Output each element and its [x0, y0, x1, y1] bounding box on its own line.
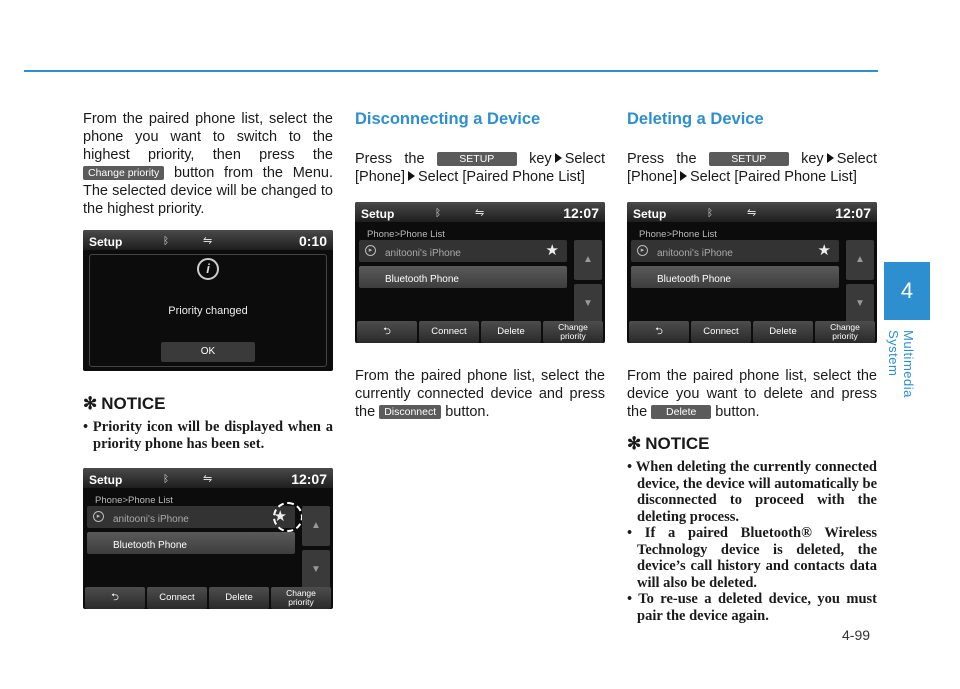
screen-title-bar [83, 230, 333, 250]
column-1 [83, 110, 333, 633]
device-row-bluetooth-phone[interactable] [359, 266, 567, 288]
screen-title-bar [627, 202, 877, 222]
screen-title: Setup [361, 207, 395, 221]
arrow-icon [827, 153, 834, 163]
notice-title: NOTICE [645, 434, 710, 453]
notice-item: • To re-use a deleted device, you must pair the device again. [627, 591, 877, 624]
device-name: anitooni's iPhone [113, 514, 189, 525]
after-text-2: button. [445, 404, 490, 420]
press-text: Press the [627, 151, 697, 167]
device-row-iphone[interactable] [631, 240, 839, 262]
breadcrumb: Phone>Phone List [95, 495, 173, 506]
breadcrumb: Phone>Phone List [367, 229, 445, 240]
notice-title: NOTICE [101, 394, 166, 413]
notice-list [83, 419, 333, 452]
scroll-up-button[interactable]: ▲ [846, 240, 874, 280]
bluetooth-icon: ᛒ [435, 208, 441, 219]
change-label-2: priority [560, 331, 586, 341]
disconnect-instructions [355, 150, 605, 186]
screen-title: Setup [633, 207, 667, 221]
after-text: From the paired phone list, select the device you want to delete and press the [627, 368, 877, 420]
phone-list-screen [627, 202, 877, 343]
usb-icon: ⇋ [203, 235, 213, 247]
highlight-circle [273, 502, 303, 532]
info-icon: i [197, 258, 219, 280]
intro-text-a: From the paired phone list, select the phone you want to switch to the highest priority, then press the [83, 111, 333, 163]
dialog-message: Priority changed [168, 305, 248, 317]
device-name: anitooni's iPhone [657, 248, 733, 259]
screen-clock: 12:07 [563, 205, 599, 221]
scroll-up-button[interactable]: ▲ [302, 506, 330, 546]
change-label-1: Change [286, 588, 316, 598]
priority-changed-screen [83, 230, 333, 371]
change-label-1: Change [558, 322, 588, 332]
notice-star-icon: ✻ [83, 394, 98, 413]
device-name: Bluetooth Phone [657, 274, 731, 285]
usb-icon: ⇋ [203, 473, 213, 485]
device-row-iphone[interactable] [87, 506, 295, 528]
column-2 [355, 110, 605, 433]
play-icon: ▸ [93, 511, 104, 522]
usb-icon: ⇋ [747, 207, 757, 219]
notice-item-text: Priority icon will be displayed when a priority phone has been set. [92, 419, 333, 452]
device-row-bluetooth-phone[interactable] [87, 532, 295, 554]
select-phone-text: Select [Phone] [627, 151, 877, 185]
play-icon: ▸ [637, 245, 648, 256]
back-button[interactable]: ⮌ [85, 587, 145, 609]
ok-button[interactable]: OK [161, 342, 255, 362]
notice-item-text: If a paired Bluetooth® Wireless Technology device is deleted, the device’s call history and contacts data will also be deleted. [637, 525, 878, 591]
back-button[interactable]: ⮌ [629, 321, 689, 343]
select-phone-text: Select [Phone] [355, 151, 605, 185]
screen-clock: 12:07 [835, 205, 871, 221]
connect-button[interactable]: Connect [419, 321, 479, 343]
screen-button-bar [355, 321, 605, 343]
screen-title-bar [355, 202, 605, 222]
phone-list-screen [355, 202, 605, 343]
scroll-down-button[interactable]: ▼ [846, 284, 874, 324]
select-list-text: Select [Paired Phone List] [690, 169, 857, 185]
delete-after-text [627, 367, 877, 421]
key-text: key [801, 151, 824, 167]
page-number: 4-99 [842, 627, 871, 643]
intro-paragraph [83, 110, 333, 218]
header-rule [24, 70, 878, 72]
delete-button[interactable]: Delete [753, 321, 813, 343]
change-label-1: Change [830, 322, 860, 332]
device-name: anitooni's iPhone [385, 248, 461, 259]
screen-title: Setup [89, 473, 123, 487]
bluetooth-icon: ᛒ [163, 236, 169, 247]
usb-icon: ⇋ [475, 207, 485, 219]
screen-button-bar [83, 587, 333, 609]
setup-key-pill: SETUP [437, 152, 517, 166]
play-icon: ▸ [365, 245, 376, 256]
column-3 [627, 110, 877, 624]
change-priority-pill: Change priority [83, 166, 164, 180]
bluetooth-icon: ᛒ [163, 474, 169, 485]
disconnect-heading: Disconnecting a Device [355, 110, 541, 128]
bluetooth-icon: ᛒ [707, 208, 713, 219]
change-label-2: priority [288, 597, 314, 607]
breadcrumb: Phone>Phone List [639, 229, 717, 240]
back-button[interactable]: ⮌ [357, 321, 417, 343]
device-name: Bluetooth Phone [113, 540, 187, 551]
screen-title: Setup [89, 235, 123, 249]
screen-clock: 12:07 [291, 471, 327, 487]
after-text-2: button. [715, 404, 760, 420]
screen-button-bar [627, 321, 877, 343]
chapter-tab: 4 [884, 262, 930, 320]
notice-list [627, 459, 877, 624]
connect-button[interactable]: Connect [691, 321, 751, 343]
notice-item: • Priority icon will be displayed when a priority phone has been set. [83, 419, 333, 452]
screen-title-bar [83, 468, 333, 488]
intro-text-b: button from the Menu. The selected device will be changed to the highest priority. [83, 165, 334, 217]
change-priority-button[interactable] [543, 321, 603, 343]
notice-item-text: To re-use a deleted device, you must pair the device again. [637, 591, 877, 624]
change-priority-button[interactable] [815, 321, 875, 343]
delete-pill: Delete [651, 405, 711, 419]
change-priority-button[interactable] [271, 587, 331, 609]
star-icon: ★ [817, 242, 831, 259]
setup-key-pill: SETUP [709, 152, 789, 166]
notice-heading [83, 395, 333, 413]
delete-instructions [627, 150, 877, 186]
notice-heading [627, 435, 877, 453]
delete-button[interactable]: Delete [209, 587, 269, 609]
select-list-text: Select [Paired Phone List] [418, 169, 585, 185]
scroll-down-button[interactable]: ▼ [574, 284, 602, 324]
change-label-2: priority [832, 331, 858, 341]
notice-star-icon: ✻ [627, 434, 642, 453]
press-text: Press the [355, 151, 425, 167]
delete-heading: Deleting a Device [627, 110, 764, 128]
key-text: key [529, 151, 552, 167]
disconnect-after-text [355, 367, 605, 421]
notice-item-text: When deleting the currently connected device, the device will automatically be disconnected to proceed with the deleting process. [635, 459, 878, 525]
after-text: From the paired phone list, select the currently connected device and press the [355, 368, 605, 420]
arrow-icon [408, 171, 415, 181]
device-row-iphone[interactable] [359, 240, 567, 262]
arrow-icon [555, 153, 562, 163]
disconnect-pill: Disconnect [379, 405, 441, 419]
section-label: Multimedia System [886, 330, 916, 398]
scroll-down-button[interactable]: ▼ [302, 550, 330, 590]
scroll-up-button[interactable]: ▲ [574, 240, 602, 280]
device-row-bluetooth-phone[interactable] [631, 266, 839, 288]
delete-button[interactable]: Delete [481, 321, 541, 343]
star-icon: ★ [273, 508, 287, 525]
connect-button[interactable]: Connect [147, 587, 207, 609]
star-icon: ★ [545, 242, 559, 259]
screen-clock: 0:10 [298, 233, 327, 249]
notice-item: • If a paired Bluetooth® Wireless Technology device is deleted, the device’s call history and contacts data will also be deleted. [627, 525, 878, 591]
notice-item: • When deleting the currently connected device, the device will automatically be disconnected to proceed with the deleting process. [627, 459, 878, 525]
phone-list-screen-priority [83, 468, 333, 609]
device-name: Bluetooth Phone [385, 274, 459, 285]
arrow-icon [680, 171, 687, 181]
